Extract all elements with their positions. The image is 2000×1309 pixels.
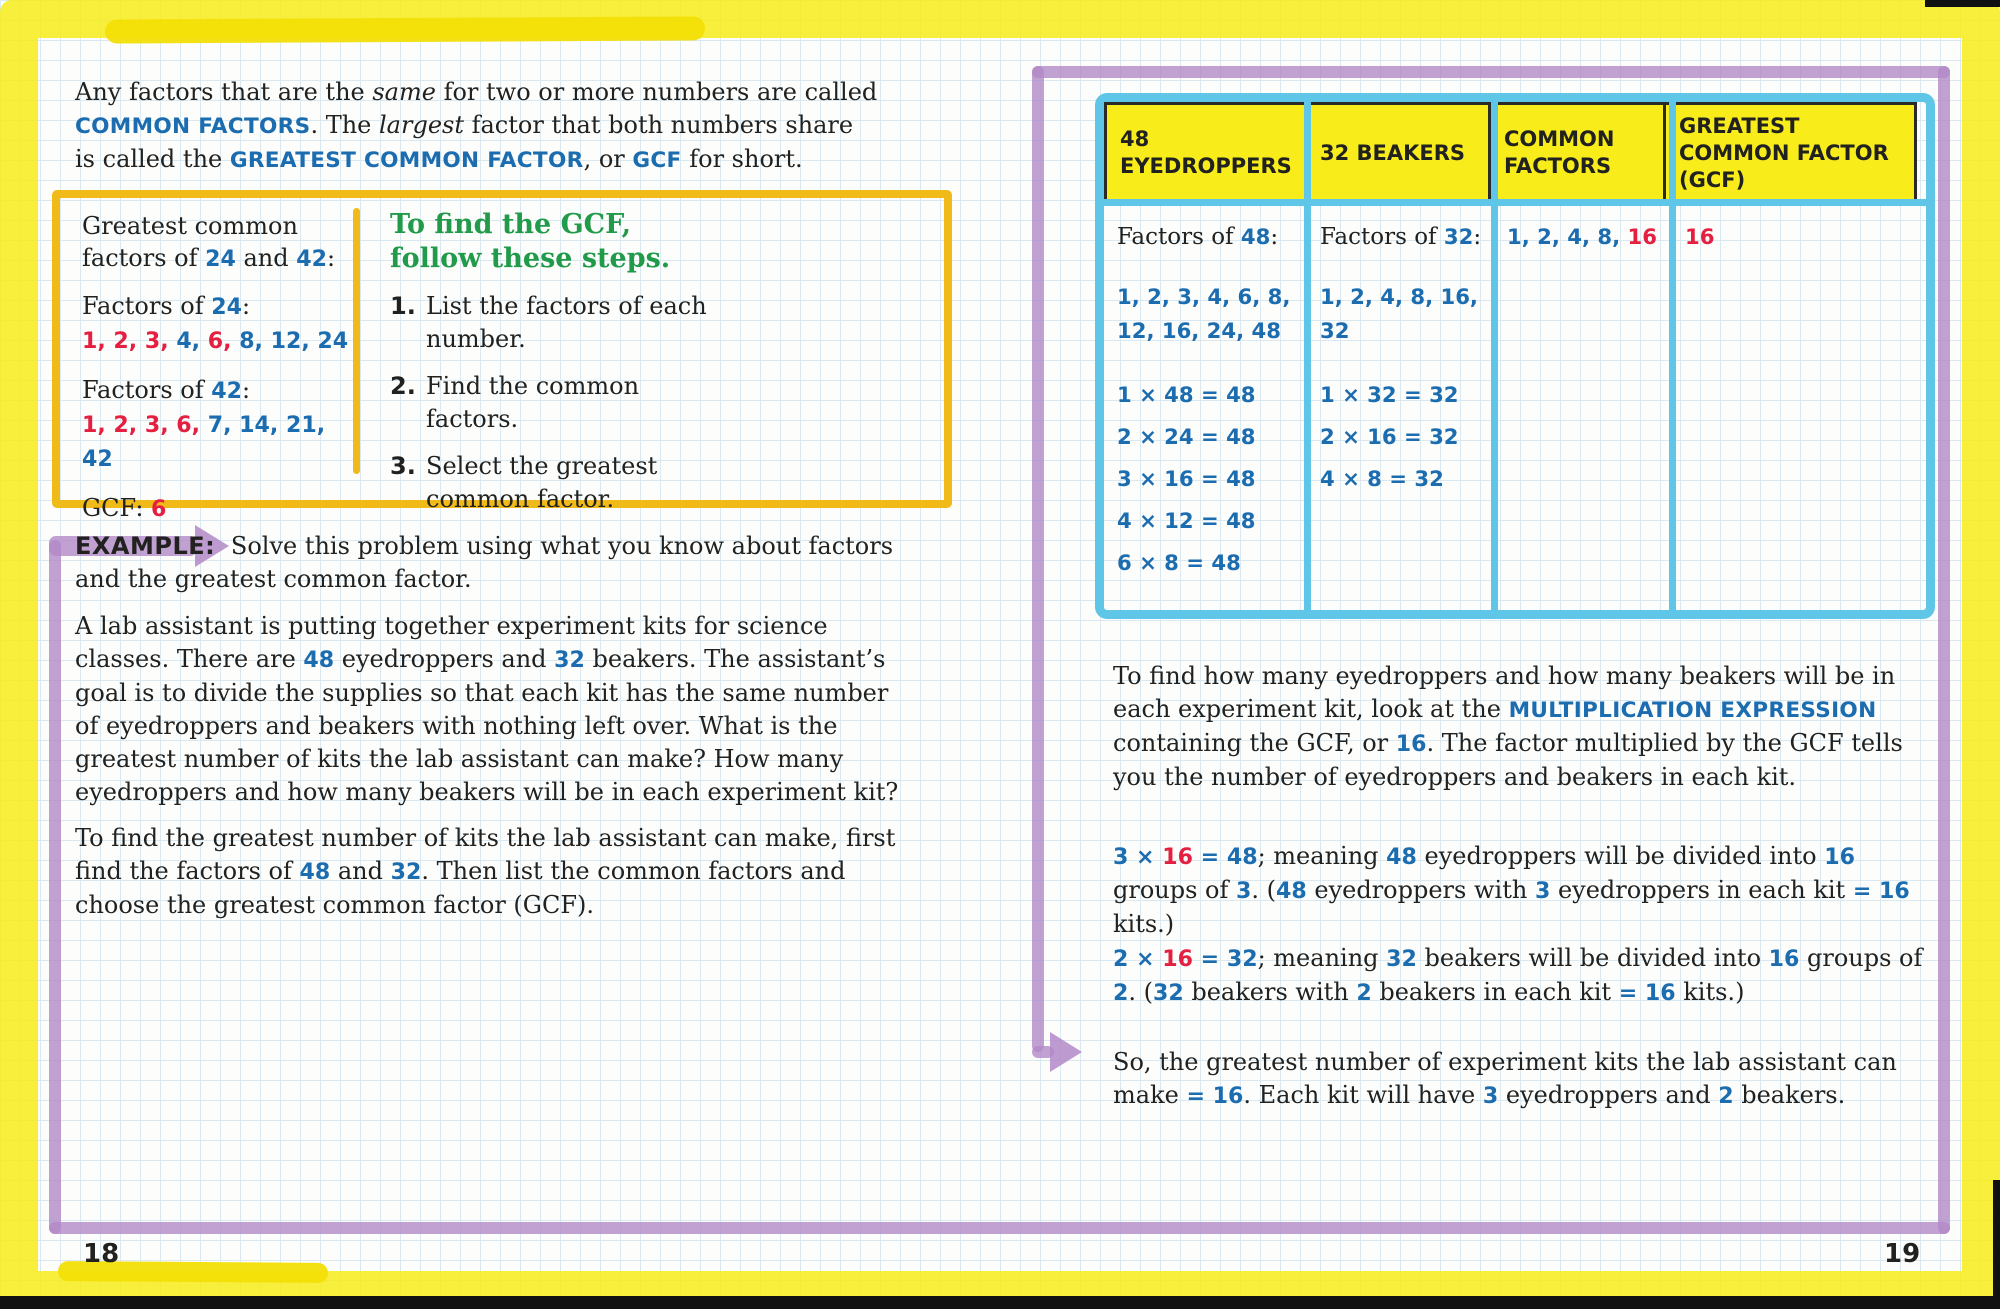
step-text: List the factors of each number.	[426, 292, 707, 353]
expression-48: 3 × 16 = 48	[1117, 466, 1256, 491]
intro-paragraph: Any factors that are the same for two or more numbers are called COMMON FACTORS. The largest factor that both numbers share is called the GREATEST COMMON FACTOR, or GCF for short.	[75, 78, 878, 173]
table-cell-factors-32	[1307, 204, 1494, 610]
table-column-divider	[1669, 102, 1676, 610]
scan-edge-right	[1993, 1180, 2000, 1309]
problem-paragraph: A lab assistant is putting together experiment kits for science classes. There are 48 eyedroppers and 32 beakers. The assistant’s goal is to divide the supplies so that each kit has the same number of eyedroppers and beakers with nothing left over. What is the greatest number of kits the lab assistant can make? How many eyedroppers and how many beakers will be in each experiment kit?	[75, 612, 899, 806]
factors-48-list: 1, 2, 3, 4, 6, 8, 12, 16, 24, 48	[1117, 284, 1291, 343]
table-body-row	[1104, 204, 1926, 610]
solution-conclusion: So, the greatest number of experiment kits the lab assistant can make = 16. Each kit will have 3 eyedroppers and 2 beakers.	[1113, 1048, 1897, 1109]
step-number: 1.	[390, 292, 416, 320]
factors-42-list: 1, 2, 3, 6, 7, 14, 21, 42	[82, 413, 326, 472]
gcf-box-title: Greatest common factors of 24 and 42:	[82, 212, 336, 272]
gcf-result: GCF: 6	[82, 494, 167, 522]
factors-32-list: 1, 2, 4, 8, 16, 32	[1320, 284, 1478, 343]
table-cell-factors-48	[1104, 204, 1307, 610]
page-number-left: 18	[83, 1239, 120, 1269]
table-header-beakers: 32 BEAKERS	[1304, 102, 1491, 204]
table-header-common-factors: COMMON FACTORS	[1488, 102, 1666, 204]
solution-paragraph-1: To find how many eyedroppers and how many beakers will be in each experiment kit, look at the MULTIPLICATION EXPRESSION containing the GCF, or 16. The factor multiplied by the GCF tells you the number of eyedroppers and beakers in each kit.	[1113, 662, 1903, 791]
factors-24-list: 1, 2, 3, 4, 6, 8, 12, 24	[82, 329, 349, 354]
expression-32: 1 × 32 = 32	[1320, 382, 1459, 407]
table-column-divider	[1304, 102, 1311, 610]
factors-24-label: Factors of 24:	[82, 292, 251, 320]
step-number: 3.	[390, 452, 416, 480]
expression-48: 2 × 24 = 48	[1117, 424, 1256, 449]
step-text: Find the common factors.	[426, 372, 640, 433]
example-intro-text: Solve this problem using what you know about factors and the greatest common factor.	[75, 532, 894, 593]
table-cell-common-factors	[1494, 204, 1672, 610]
expression-32: 4 × 8 = 32	[1320, 466, 1444, 491]
table-header-gcf: GREATEST COMMON FACTOR (GCF)	[1663, 102, 1917, 204]
expression-48: 1 × 48 = 48	[1117, 382, 1256, 407]
gcf-value: 16	[1685, 224, 1715, 249]
expression-48: 4 × 12 = 48	[1117, 508, 1256, 533]
factors-42-label: Factors of 42:	[82, 376, 251, 404]
step-number: 2.	[390, 372, 416, 400]
table-header-eyedroppers: 48 EYEDROPPERS	[1104, 102, 1307, 204]
factors-table	[1095, 93, 1935, 619]
scan-edge-top-right	[1925, 0, 2000, 7]
solution-paragraph-2: 3 × 16 = 48; meaning 48 eyedroppers will be divided into 16 groups of 3. (48 eyedroppers with 3 eyedroppers in each kit = 16 kits.)	[1113, 842, 1910, 938]
factors-32-label: Factors of 32:	[1320, 224, 1482, 250]
page-number-right: 19	[1884, 1239, 1921, 1269]
common-factors-value: 1, 2, 4, 8, 16	[1507, 224, 1657, 249]
solution-paragraph-3: 2 × 16 = 32; meaning 32 beakers will be divided into 16 groups of 2. (32 beakers with 2 beakers in each kit = 16 kits.)	[1113, 944, 1923, 1006]
table-header-row	[1104, 102, 1926, 204]
expression-32: 2 × 16 = 32	[1320, 424, 1459, 449]
expression-48: 6 × 8 = 48	[1117, 550, 1241, 575]
steps-heading: To find the GCF, follow these steps.	[390, 209, 671, 274]
approach-paragraph: To find the greatest number of kits the lab assistant can make, first find the factors of 48 and 32. Then list the common factors and choose the greatest common factor (GCF).	[75, 824, 896, 919]
scan-edge-bottom	[0, 1296, 2000, 1309]
table-cell-gcf	[1672, 204, 1926, 610]
example-label: EXAMPLE:	[75, 532, 216, 560]
factors-48-label: Factors of 48:	[1117, 224, 1279, 250]
table-column-divider	[1491, 102, 1498, 610]
table-header-divider	[1104, 199, 1926, 206]
step-text: Select the greatest common factor.	[426, 452, 658, 513]
